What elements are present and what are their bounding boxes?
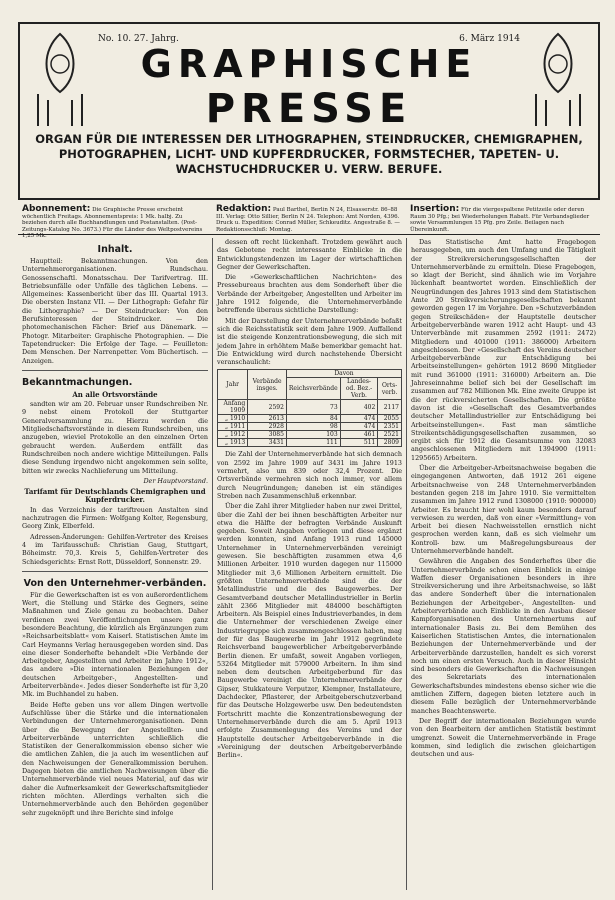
article-paragraph: Das Statistische Amt hatte Fragebogen herausgegeben, um auch den Umfang und die Tätigkeit der Streikversicherungsgesellschaften der Unternehmerverbände zu ermitteln. Diese Fragebogen, so klagt der Bericht, sind ähnlich wie im Vorjahre lückenhaft beantwortet worden. Einschließlich der Neugründungen des Jahres 1913 sind dem Statistischen Amte 20 Streikversicherungsgesellschaften bekannt geworden gegen 17 im Vorjahre. Den »Schutzverbänden gegen Streikschäden« der Hauptstelle deutscher Arbeitgeberverbände waren 1912 acht Haupt- und 43 Unterverbände mit zusammen 2592 (1911: 2472) Mitgliedern und 401000 (1911: 386000) Arbeitern angeschlossen. Der »Gesellschaft des Vereins deutscher Arbeitgeberverbände zur Entschädigung bei Arbeitseinstellungen« gehörten 1912 8690 Mitglieder mit rund 361000 (1911: 316000) Arbeitern an. Die Jahreseinnahme belief sich bei der Gesellschaft im zusammen auf 782 Millionen Mk. Eine zweite Gruppe ist die der rückversicherten Gesellschaften. Die größte davon ist die »Gesellschaft des Gesamtverbandes deutscher Metallindustrieller zur Entschädigung bei Arbeitseinstellungen«. Fast man sämtliche Streikentschädigungsgesellschaften zusammen, so ergibt sich für 1912 die Gesamtsumme von 32083 angeschlossenen Mitgliedern mit 1394900 (1911: 1295665) Arbeitern. (411, 238, 596, 462)
table-header: Jahr (218, 370, 248, 400)
article-paragraph: Mit der Darstellung der Unternehmerverbände befaßt sich die Reichsstatistik seit dem Jahre 1909. Auffallend ist die steigende Konzentrationsbewegung, die sich mit jedem Jahre in erhöhtem Maße bemerkbar gemacht hat. Die Entwicklung wird durch nachstehende Übersicht veranschaulicht: (217, 316, 402, 367)
article-paragraph: Über die Arbeitgeber-Arbeitsnachweise begaben die eingegangenen Antworten, daß 1912 261 eigene Arbeitsnachweise von 248 Unternehmerverbänden bestanden gegen 218 im Jahre 1910. Sie vermittelten zusammen im Jahre 1912 rund 1308000 (1910: 900000) Arbeiter. Es braucht hier wohl kaum besonders darauf verwiesen zu werden, daß von einer »Vermittlung« von Arbeit bei diesen Nachweisstellen ernstlich nicht gesprochen werden kann, daß es sich vielmehr um Kontroll- bzw. um Maßregelungsbureaus der Unternehmerverbände handelt. (411, 464, 596, 555)
divider (22, 370, 208, 371)
adressen-text: Adressen-Änderungen: Gehilfen-Vertreter des Kreises 4 im Tarifausschuß: Christian Gaug, Stuttgart, Böheimstr. 70,3. Kreis 5, Gehilfen-Vertreter des Schiedsgerichts: Ernst Rott, Düsseldorf, Sonnenstr. 29. (22, 532, 208, 566)
masthead-subtitle: ORGAN FÜR DIE INTERESSEN DER LITHOGRAPHEN, STEINDRUCKER, CHEMIGRAPHEN, PHOTOGRAPHEN, LICHT- UND KUPFERDRUCKER, FORMSTECHER, TAPETEN- U. WACHSTUCHDRUCKER U. VERW. BERUFE. (35, 132, 583, 176)
redaktion-box: Redaktion: Paul Barthel, Berlin N 24, Elsasserstr. 86–88 III. Verlag: Otto Sillier, Berlin N 24. Telephon: Amt Norden, 4396. Druck u. Expedition: Conrad Müller, Schkeuditz. Angestraße 8. — Redaktionsschluß: Montag. (216, 204, 400, 233)
article-columns (18, 238, 600, 890)
statistics-table (217, 369, 402, 447)
column-1 (18, 238, 212, 890)
insertion-box: Insertion: Für die viergespaltene Petitzeile oder deren Raum 30 Pfg.; bei Wiederholungen Rabatt. Für Verbandsglieder sowie Versammlungen 15 Pfg. pro Zeile. Beilagen nach Übereinkunft. (410, 204, 590, 233)
article-paragraph: dessen oft recht lückenhaft. Trotzdem gewährt auch das Gebotene recht interessante Einblicke in die Entwicklungstendenzen im Lager der wirtschaftlichen Gegner der Gewerkschaften. (217, 238, 402, 271)
issue-number: No. 10. 27. Jahrg. (98, 34, 179, 44)
inhalt-heading: Inhalt. (97, 244, 133, 255)
article-paragraph: Über die Zahl ihrer Mitglieder haben nur zwei Drittel, über die Zahl der bei ihnen beschäftigten Arbeiter nur etwa die Hälfte der befragten Verbände Auskunft gegeben. Soweit Angaben vorliegen und diese ergänzt werden konnten, sind Anfang 1913 rund 145000 Unternehmer in Unternehmerverbänden vereinigt gewesen. Sie beschäftigten zusammen etwa 4,6 Millionen Arbeiter. 1910 wurden dagegen nur 115000 Mitglieder mit 3,6 Millionen Arbeitern ermittelt. Die größten Unternehmerverbände sind die der Metallindustrie und die des Baugewerbes. Der Gesamtverband deutscher Metallindustrieller in Berlin zählt 2366 Mitglieder mit 484000 beschäftigten Arbeitern. Als Beispiel eines Industrieverbandes, in dem die Unternehmer der verschiedenen Zweige einer Industriegruppe sich zusammengeschlossen haben, mag der für das Baugewerbe im Jahr 1912 gegründete Reichsverband baugewerblicher Arbeitgeberverbände Berlin dienen. Er umfaßt, soweit Angaben vorliegen, 53264 Mitglieder mit 579000 Arbeitern. In ihm sind neben dem deutschen Arbeitgeberbund für das Baugewerbe vereinigt die Unternehmerverbände der Gipser, Stukkateure Verputzer, Klempner, Installateure, Dachdecker, Pflasterer, der Arbeitgeberschutzverband für das Deutsche Holzgewerbe usw. Den bedeutendsten Fortschritt machte die Konzentrationsbewegung der Unternehmerverbände durch die am 5. April 1913 erfolgte Zusammenlegung des Vereins und der Hauptstelle deutscher Arbeitgeberverbände in die »Vereinigung der deutschen Arbeitgeberverbände Berlin«. (217, 502, 402, 760)
table-header: Orts-verb. (378, 378, 402, 400)
table-row: „ 1912 3085 103 461 2521 (218, 431, 402, 439)
title-graphische: GRAPHISCHE (140, 42, 478, 86)
tarifamt-heading: Tarifamt für Deutschlands Chemigraphen und Kupferdrucker. (24, 487, 206, 505)
table-row: „ 1913 3431 111 511 2809 (218, 439, 402, 447)
table-header: Landes-od. Bez.-Verb. (340, 378, 378, 400)
bekanntmachungen-subheading: An alle Ortsvorstände (72, 389, 158, 399)
redaktion-text: Paul Barthel, Berlin N 24, Elsasserstr. 86–88 III. Verlag: Otto Sillier, Berlin N 24. Telephon: Amt Norden, 4396. Druck u. Expedition: Conrad Müller, Schkeuditz. Angestraße 8. — Redaktionsschluß: Montag. (216, 207, 400, 233)
bekanntmachungen-text: sandten wir am 20. Februar unser Rundschreiben Nr. 9 nebst einem Protokoll der Stuttgarter Generalversammlung zu. Hierzu werden die Mitgliedschaftsvorstände in diesem Rundschreiben, uns anzugeben, wieviel Protokolle an den einzelnen Orten gebraucht werden. Außerdem entfällt das Rundschreiben noch andere wichtige Mitteilungen. Falls diese Sendung irgendwo nicht angekommen sein sollte, bitten wir zwecks Nachlieferung um Mitteilung. (22, 400, 208, 475)
insertion-text: Für die viergespaltene Petitzeile oder deren Raum 30 Pfg.; bei Wiederholungen Rabatt. Für Verbandsglieder sowie Versammlungen 15 Pfg. pro Zeile. Beilagen nach Übereinkunft. (410, 207, 590, 233)
table-header: Reichsverbände (286, 378, 340, 400)
table-row: „ 1910 2613 84 474 2055 (218, 415, 402, 423)
article-paragraph: Der Begriff der internationalen Beziehungen wurde von den Bearbeitern der amtlichen Statistik bestimmt umgrenzt. Soweit die Unternehmerverbände in Frage kommen, sind lediglich die zwischen gleichartigen deutschen und aus- (411, 716, 596, 759)
bekanntmachungen-heading: Bekanntmachungen. (22, 376, 133, 388)
masthead (18, 22, 600, 200)
abonnement-text: Die Graphische Presse erscheint wöchentlich Freitags. Abonnementspreis: 1 Mk. halbj. Zu beziehen durch alle Buchhandlungen und Postanstalten. (Post-Zeitungs-Katalog No. 3673.) Für die Länder des Weltpostvereins 1,25 Mk. (22, 207, 203, 239)
table-group-header: Davon (286, 370, 401, 378)
column-2 (212, 238, 406, 890)
issue-date: 6. März 1914 (459, 34, 520, 44)
publication-info-bar (18, 204, 600, 239)
article-paragraph: Beide Hefte geben uns vor allem Dingen wertvolle Aufschlüsse über die Stärke und die internationalen Verbindungen der Unternehmerorganisationen. Denn über die Bewegung der Angestellten- und Arbeiterverbände unterrichten schließlich die Statistiken der Generalkommission ebenso sicher wie die amtlichen Zahlen, die ja auch im wesentlichen auf den Nachweisungen der Generalkommission beruhen. Dagegen bieten die amtlichen Nachweisungen über die Unternehmerverbände viel neues Material, auf das wir daher die Aufmerksamkeit der Gewerkschaftsmitglieder richten möchten. Allerdings verhalten sich die Unternehmerverbände auch den Behörden gegenüber sehr zugeknöpft und ihre Berichte sind infolge (22, 700, 208, 817)
newspaper-page (18, 22, 600, 890)
column-3 (406, 238, 600, 890)
tarifamt-text: In das Verzeichnis der tariftreuen Anstalten sind nachzutragen die Firmen: Wolfgang Kolter, Regensburg, Georg Zink, Elberfeld. (22, 505, 208, 531)
table-header: Verbände insges. (248, 370, 287, 400)
bekanntmachungen-signature: Der Hauptvorstand. (143, 476, 208, 485)
divider (22, 571, 208, 572)
abonnement-box: Abonnement: Die Graphische Presse erscheint wöchentlich Freitags. Abonnementspreis: 1 Mk. halbj. Zu beziehen durch alle Buchhandlungen und Postanstalten. (Post-Zeitungs-Katalog No. 3673.) Für die Länder des Weltpostvereins 1,25 Mk. (22, 204, 203, 239)
article-paragraph: Die Zahl der Unternehmerverbände hat sich demnach von 2592 im Jahre 1909 auf 3431 im Jahre 1913 vermehrt, also um 839 oder 32,4 Prozent. Die Ortsverbände vermehren sich noch immer, vor allem durch Neugründungen; daneben ist ein ständiges Streben nach Zusammenschluß erkennbar. (217, 450, 402, 500)
inhalt-text: Hauptteil: Bekanntmachungen. Von den Unternehmerorganisationen. Rundschau. Genossenschaftl. Monatsschau. Der Tarifvertrag. III. Betriebsunfälle oder Unfälle des täglichen Lebens. — Allgemeines: Kassenbericht über das III. Quartal 1913. Die obersten Instanz VII. — Der Lithograph: Gefahr für die Lithographie? — Der Steindrucker: Von den Berufsinteressen der Steindrucker. — Die photomechanischen Fächer: Brief aus Dänemark. — Photogr. Mitarbeiter: Graphische Photographien. — Die Tapetendrucker: Die Erfolge der Tage. — Feuilleton: Dem Menschen. Der Narrenpetter. Vom Büchertisch. — Anzeigen. (22, 257, 208, 365)
table-row: „ 1911 2928 98 474 2351 (218, 423, 402, 431)
article-heading: Von den Unternehmer-verbänden. (23, 577, 207, 589)
article-paragraph: Die »Gewerkschaftlichen Nachrichten« des Pressebureaus brachten aus dem Sonderheft über die Verbände der Arbeitgeber, Angestellten und Arbeiter im Jahre 1912 folgende, die Unternehmerverbände betreffende überaus sichtliche Darstellung: (217, 273, 402, 315)
title-presse: PRESSE (205, 86, 413, 132)
article-paragraph: Gewähren die Angaben des Sonderheftes über die Unternehmerverbände schon einen Einblick in einige Waffen dieser Organisationen besonders in ihre Streikversicherung und ihre Arbeitsnachweise, so läßt das andere Sonderheft über die internationalen Beziehungen der Arbeitgeber-, Angestellten- und Arbeiterverbände auch Einblicke in den Ausbau dieser Kampforganisationen des Unternehmertums auf internationaler Basis zu. Bei dem Bemühen des Kaiserlichen Statistischen Amtes, die internationalen Beziehungen der Unternehmerverbände und der Arbeiterverbände darzustellen, handelt es sich vorerst noch um einen ersten Versuch. Auch in dieser Hinsicht sind besonders die Gewerkschaften die Nachweisungen des Sekretariats des internationalen Gewerkschaftsbundes mindestens ebenso sicher wie die amtlichen Ziffern, dagegen bieten letztere auch in diesem Falle bezüglich der Unternehmerverbände manches Beachtenswerte. (411, 557, 596, 715)
article-paragraph: Für die Gewerkschaften ist es von außerordentlichem Wert, die Stellung und Stärke des Gegners, seine Maßnahmen und Ziele genau zu beobachten. Daher verdienen zwei Veröffentlichungen unsere ganz besondere Beachtung, die kürzlich als Ergänzungen zum »Reichsarbeitsblatt« vom Kaiserl. Statistischen Amte im Carl Heymanns Verlag herausgegeben worden sind. Das eine dieser Sonderhefte behandelt »Die Verbände der Arbeitgeber, Angestellten und Arbeiter im Jahre 1912«, das andere »Die internationalen Beziehungen der deutschen Arbeitgeber-, Angestellten- und Arbeiterverbände«. Jedes dieser Sonderhefte ist für 3,20 Mk. im Buchhandel zu haben. (22, 590, 208, 699)
table-row: Anfang 1909 2592 73 402 2117 (218, 400, 402, 415)
